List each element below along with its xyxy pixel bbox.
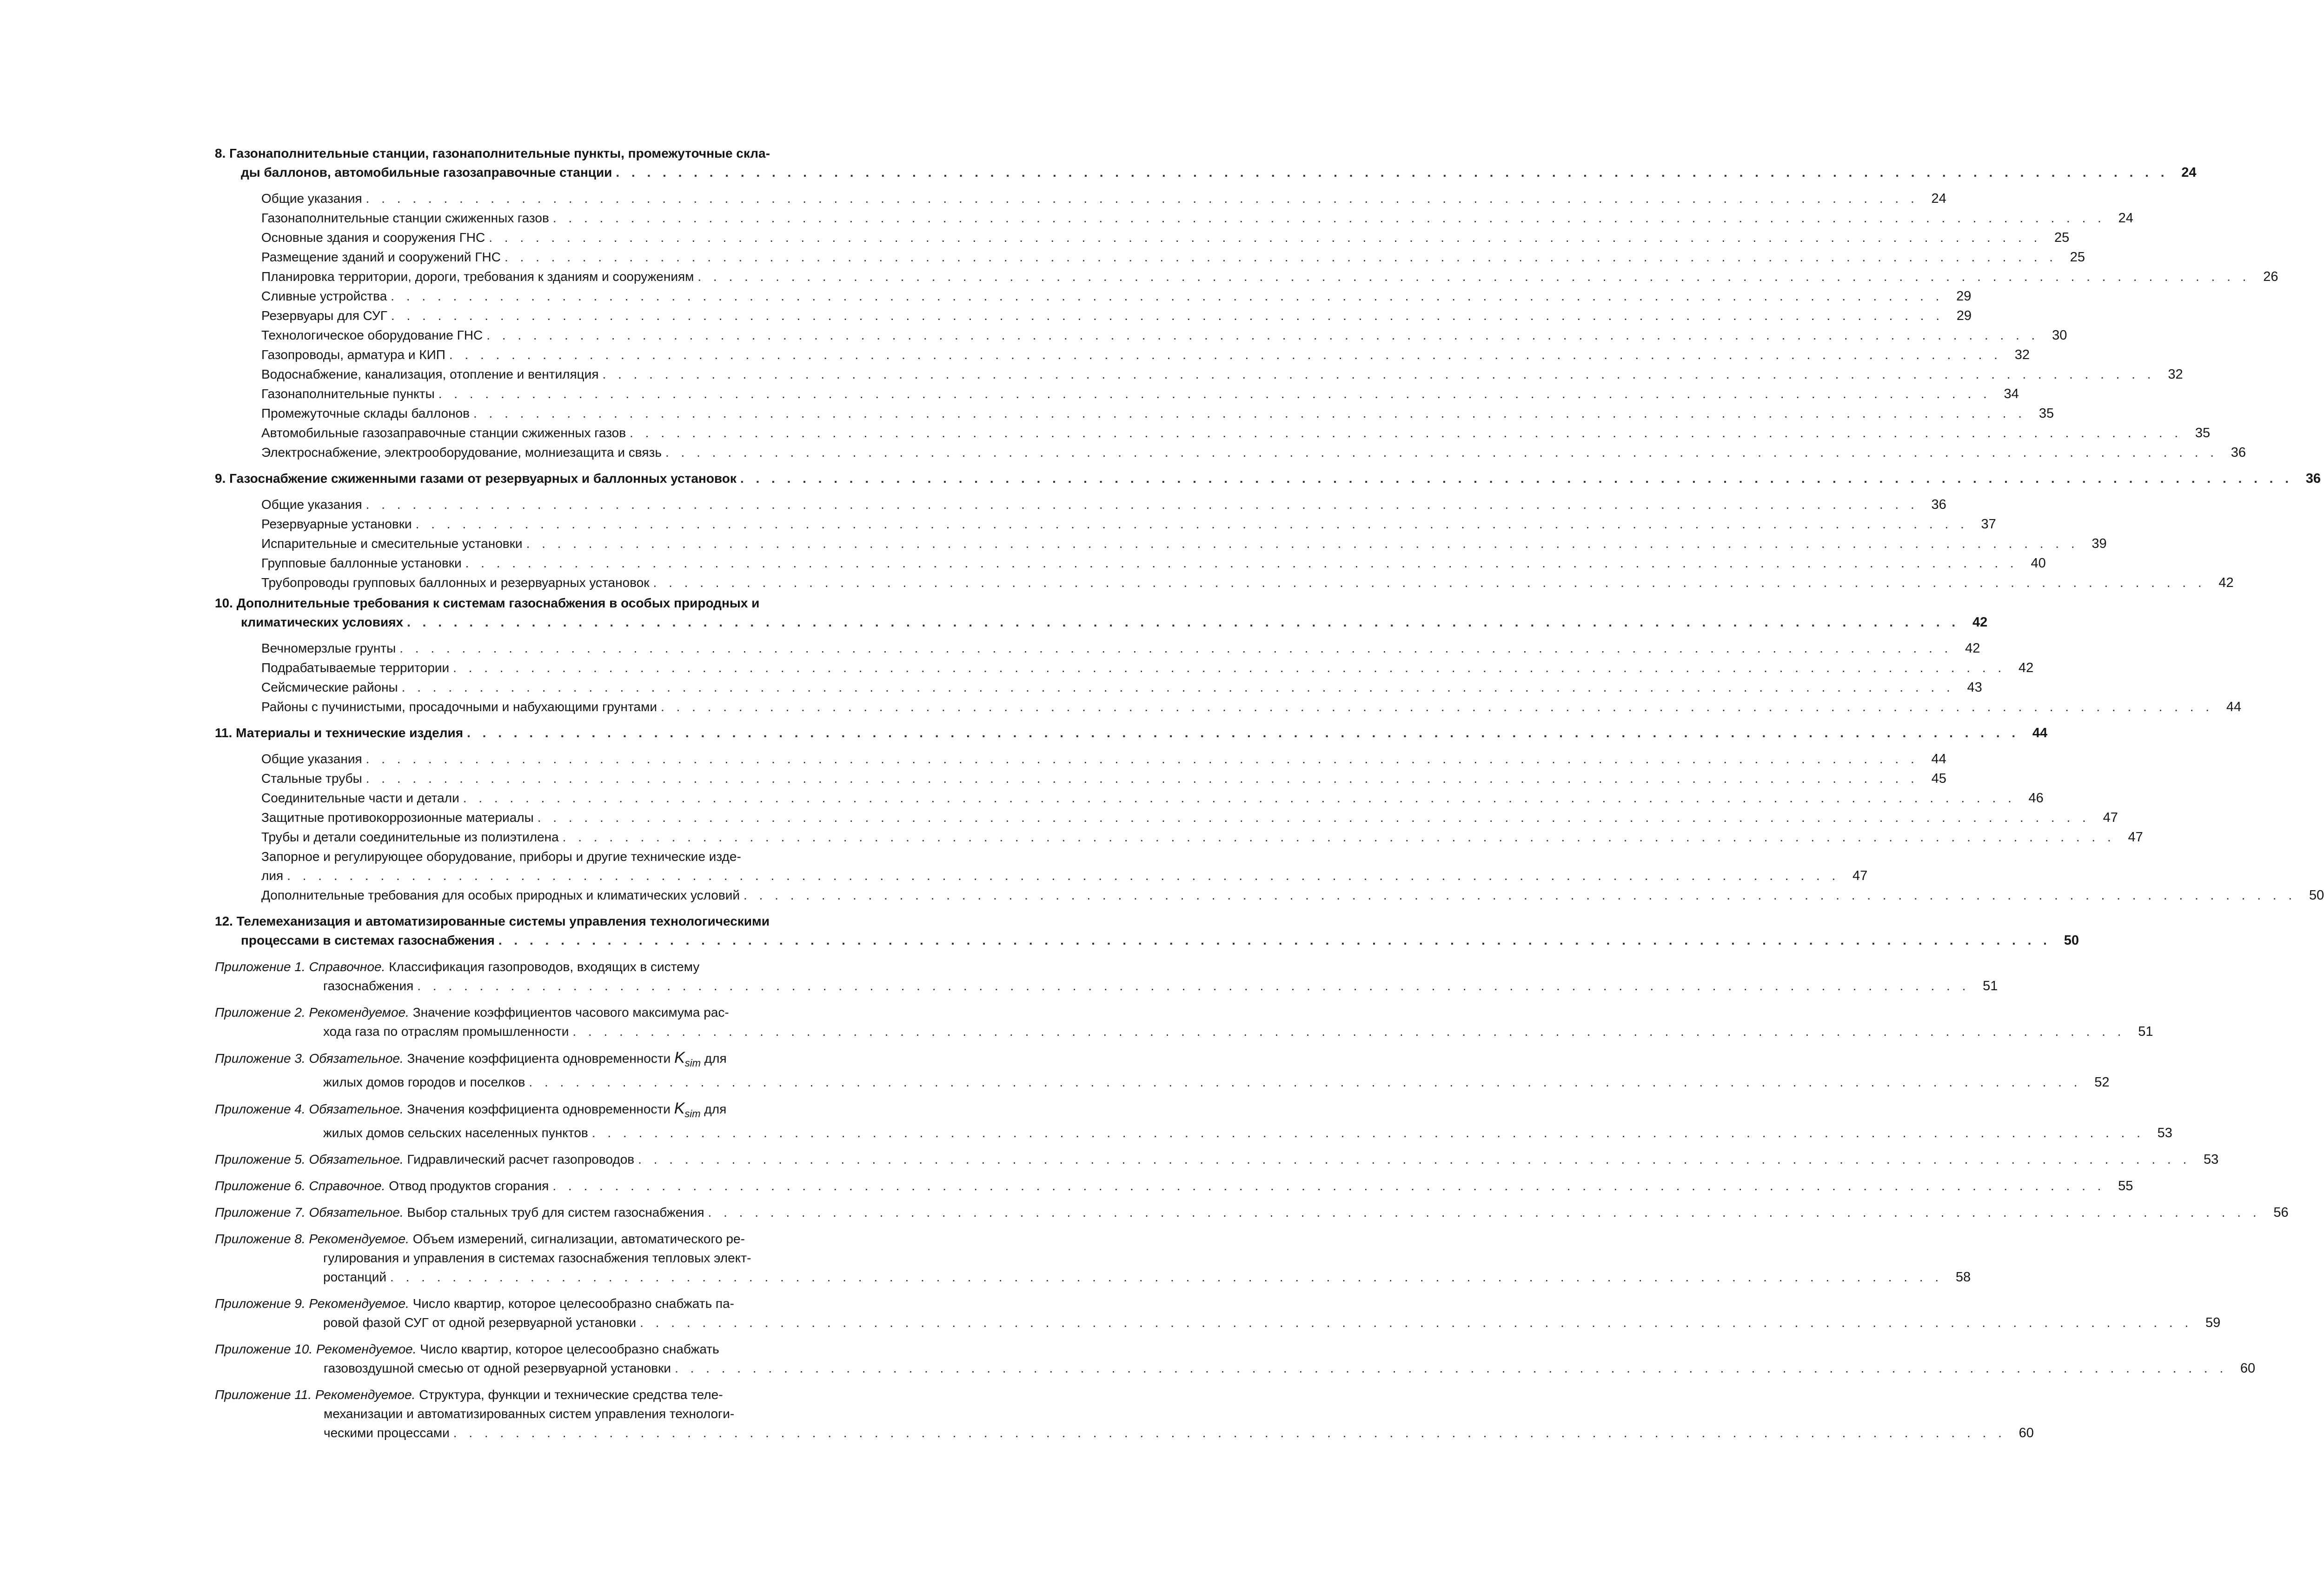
section-10-heading-line1: 10. Дополнительные требования к системам газоснабжения в особых природных и bbox=[215, 596, 760, 610]
leader-dots bbox=[366, 495, 1919, 514]
appendix-10 bbox=[215, 1340, 870, 1359]
toc-item-label: Подрабатываемые территории bbox=[261, 660, 450, 675]
toc-item bbox=[215, 287, 1972, 306]
leader-dots bbox=[287, 866, 1839, 885]
page-number: 32 bbox=[2014, 347, 2030, 362]
leader-dots bbox=[675, 1359, 2227, 1378]
toc-item-label: Групповые баллонные установки bbox=[261, 556, 462, 570]
appendix-head: Приложение 7. Обязательное. bbox=[215, 1205, 404, 1220]
leader-dots bbox=[399, 639, 1952, 658]
leader-dots bbox=[489, 228, 2041, 247]
page-number: 44 bbox=[2032, 726, 2048, 740]
appendix-head: Приложение 6. Справочное. bbox=[215, 1178, 385, 1193]
page-number: 42 bbox=[2018, 660, 2034, 675]
page-number: 35 bbox=[2038, 406, 2054, 421]
appendix-5 bbox=[215, 1150, 2219, 1169]
leader-dots bbox=[653, 573, 2206, 592]
appendix-4-last bbox=[215, 1123, 2172, 1143]
appendix-line1: Гидравлический расчет газопроводов bbox=[407, 1152, 635, 1166]
page-number: 58 bbox=[1955, 1269, 1971, 1285]
page-number: 51 bbox=[1983, 979, 1998, 993]
section-9-items bbox=[215, 495, 2234, 593]
toc-item bbox=[215, 495, 1946, 514]
toc-item bbox=[215, 267, 2278, 287]
leader-dots bbox=[473, 404, 2026, 423]
page-number: 25 bbox=[2054, 230, 2070, 245]
leader-dots bbox=[390, 1267, 1943, 1286]
appendix-line1: Значения коэффициента одновременности bbox=[407, 1101, 671, 1116]
page-number: 36 bbox=[2305, 471, 2321, 486]
appendix-head: Приложение 9. Рекомендуемое. bbox=[215, 1296, 409, 1311]
appendix-10-last bbox=[215, 1359, 2256, 1378]
appendix-head: Приложение 5. Обязательное. bbox=[215, 1152, 404, 1166]
leader-dots bbox=[616, 163, 2168, 182]
toc-item-label: Общие указания bbox=[261, 497, 362, 512]
appendix-3 bbox=[215, 1048, 870, 1073]
page-number: 44 bbox=[2226, 700, 2242, 714]
leader-dots bbox=[661, 697, 2213, 716]
page-number: 56 bbox=[2273, 1205, 2289, 1220]
leader-dots bbox=[592, 1123, 2145, 1142]
leader-dots bbox=[553, 208, 2105, 227]
page-number: 47 bbox=[1852, 868, 1868, 883]
page-number: 46 bbox=[2028, 791, 2044, 806]
toc-item bbox=[215, 443, 2246, 462]
appendix-head: Приложение 4. Обязательное. bbox=[215, 1101, 404, 1116]
toc-item bbox=[215, 365, 2183, 384]
appendix-8-last bbox=[215, 1267, 1971, 1287]
appendix-line1: Классификация газопроводов, входящих в систему bbox=[389, 960, 700, 974]
section-11-items bbox=[215, 749, 2324, 905]
leader-dots bbox=[602, 365, 2155, 384]
toc-item bbox=[215, 808, 2118, 827]
leader-dots bbox=[563, 827, 2115, 846]
toc-item-label: Газонаполнительные пункты bbox=[261, 387, 435, 401]
page-number: 44 bbox=[1931, 752, 1946, 767]
leader-dots bbox=[529, 1073, 2081, 1092]
toc-item bbox=[215, 384, 2019, 404]
leader-dots bbox=[552, 1176, 2105, 1195]
leader-dots bbox=[486, 326, 2039, 345]
leader-dots bbox=[453, 1423, 2006, 1442]
appendix-head: Приложение 11. Рекомендуемое. bbox=[215, 1387, 416, 1402]
appendix-11-last bbox=[215, 1423, 2034, 1443]
appendix-3-last bbox=[215, 1073, 2110, 1092]
section-8-items bbox=[215, 189, 2278, 462]
page-number: 47 bbox=[2128, 830, 2143, 845]
page-number: 24 bbox=[1931, 191, 1946, 206]
toc-item-label: Соединительные части и детали bbox=[261, 791, 459, 805]
page-number: 24 bbox=[2181, 165, 2197, 180]
toc-item-label: Электроснабжение, электрооборудование, молниезащита и связь bbox=[261, 445, 662, 460]
toc-item-label: Размещение зданий и сооружений ГНС bbox=[261, 250, 501, 264]
page-number: 40 bbox=[2031, 556, 2046, 571]
toc-item bbox=[215, 678, 1982, 697]
toc-item bbox=[215, 658, 2034, 678]
page-number: 29 bbox=[1956, 308, 1972, 323]
toc-item bbox=[215, 788, 2044, 808]
table-of-contents bbox=[215, 137, 2324, 1443]
section-9-heading bbox=[215, 469, 2321, 488]
toc-item bbox=[215, 866, 1868, 886]
leader-dots bbox=[740, 469, 2293, 488]
page-number: 24 bbox=[2118, 211, 2133, 226]
leader-dots bbox=[417, 976, 1970, 995]
page-number: 35 bbox=[2195, 426, 2211, 440]
leader-dots bbox=[391, 306, 1944, 325]
toc-item-label: Трубопроводы групповых баллонных и резервуарных установок bbox=[261, 575, 650, 590]
toc-item-label: Сливные устройства bbox=[261, 289, 387, 303]
toc-item bbox=[215, 553, 2046, 573]
toc-item-label: Испарительные и смесительные установки bbox=[261, 536, 523, 551]
leader-dots bbox=[416, 514, 1968, 533]
toc-item-label: Дополнительные требования для особых природных и климатических условий bbox=[261, 888, 740, 902]
appendix-line3: ростанций bbox=[323, 1269, 387, 1284]
appendix-11-line2: механизации и автоматизированных систем управления технологи- bbox=[324, 1406, 735, 1421]
appendix-7 bbox=[215, 1203, 2289, 1222]
toc-item-label: Резервуары для СУГ bbox=[261, 308, 387, 323]
appendix-head: Приложение 2. Рекомендуемое. bbox=[215, 1005, 409, 1020]
toc-item bbox=[215, 423, 2211, 443]
appendix-line2: ровой фазой СУГ от одной резервуарной установки bbox=[323, 1315, 637, 1330]
page-number: 50 bbox=[2309, 888, 2324, 903]
leader-dots bbox=[538, 808, 2090, 827]
leader-dots bbox=[366, 749, 1919, 768]
appendix-line1: Объем измерений, сигнализации, автоматического ре- bbox=[412, 1231, 745, 1246]
toc-item-label: Сейсмические районы bbox=[261, 680, 398, 694]
page-number: 60 bbox=[2240, 1360, 2256, 1376]
appendix-6 bbox=[215, 1176, 2133, 1196]
section-10-heading bbox=[215, 613, 1988, 632]
leader-dots bbox=[526, 534, 2079, 553]
appendix-line1: Выбор стальных труб для систем газоснабжения bbox=[407, 1205, 704, 1220]
page-number: 59 bbox=[2205, 1315, 2221, 1330]
appendix-line2: жилых домов сельских населенных пунктов bbox=[323, 1125, 588, 1140]
leader-dots bbox=[638, 1150, 2191, 1169]
leader-dots bbox=[463, 788, 2016, 807]
leader-dots bbox=[366, 189, 1919, 208]
toc-item-label: Основные здания и сооружения ГНС bbox=[261, 230, 485, 245]
page-number: 37 bbox=[1981, 517, 1996, 532]
appendix-9-last bbox=[215, 1313, 2221, 1333]
section-12-heading bbox=[215, 931, 2079, 950]
toc-item-label: Водоснабжение, канализация, отопление и вентиляция bbox=[261, 367, 599, 381]
leader-dots bbox=[505, 247, 2057, 267]
page-number: 36 bbox=[2231, 445, 2246, 460]
section-8-heading-line1: 8. Газонаполнительные станции, газонаполнительные пункты, промежуточные скла- bbox=[215, 146, 770, 160]
appendix-line2: хода газа по отраслям промышленности bbox=[323, 1024, 569, 1039]
section-9-title: 9. Газоснабжение сжиженными газами от резервуарных и баллонных установок bbox=[215, 471, 737, 486]
leader-dots bbox=[438, 384, 1991, 403]
page-number: 34 bbox=[2004, 387, 2019, 401]
appendix-head: Приложение 3. Обязательное. bbox=[215, 1051, 404, 1066]
toc-item-label: Районы с пучинистыми, просадочными и набухающими грунтами bbox=[261, 700, 657, 714]
appendix-line1: Число квартир, которое целесообразно снабжать па- bbox=[412, 1296, 734, 1311]
page-number: 60 bbox=[2019, 1425, 2034, 1440]
section-10-heading-line2: климатических условиях bbox=[241, 615, 404, 629]
leader-dots bbox=[630, 423, 2182, 442]
page-number: 26 bbox=[2263, 269, 2278, 284]
toc-item-label: Промежуточные склады баллонов bbox=[261, 406, 470, 420]
page-number: 25 bbox=[2070, 250, 2085, 265]
toc-item-label: Защитные противокоррозионные материалы bbox=[261, 810, 534, 825]
toc-item bbox=[215, 247, 2085, 267]
toc-item bbox=[215, 514, 1996, 534]
toc-item bbox=[215, 886, 2324, 905]
appendix-2 bbox=[215, 1003, 870, 1022]
leader-dots bbox=[366, 769, 1919, 788]
leader-dots bbox=[402, 678, 1954, 697]
appendix-line2: жилых домов городов и поселков bbox=[323, 1074, 525, 1089]
page-number: 36 bbox=[1931, 497, 1946, 512]
toc-item-label: Общие указания bbox=[261, 752, 362, 766]
appendix-head: Приложение 10. Рекомендуемое. bbox=[215, 1341, 417, 1356]
toc-item-label: Газонаполнительные станции сжиженных газов bbox=[261, 211, 549, 225]
page-number: 52 bbox=[2094, 1074, 2110, 1090]
section-11-heading bbox=[215, 723, 2048, 743]
toc-item-label: Трубы и детали соединительные из полиэтилена bbox=[261, 830, 559, 844]
appendix-line2: газовоздушной смесью от одной резервуарной установки bbox=[324, 1360, 671, 1375]
section-10-items bbox=[215, 639, 2242, 717]
toc-item-label: Технологическое оборудование ГНС bbox=[261, 328, 483, 342]
toc-item bbox=[215, 306, 1972, 326]
appendix-head: Приложение 1. Справочное. bbox=[215, 960, 385, 974]
appendix-11 bbox=[215, 1385, 870, 1404]
leader-dots bbox=[744, 886, 2296, 905]
toc-item bbox=[215, 769, 1946, 788]
appendix-8 bbox=[215, 1229, 870, 1248]
toc-item bbox=[215, 189, 1946, 208]
toc-item-label: Вечномерзлые грунты bbox=[261, 641, 396, 655]
appendix-1 bbox=[215, 957, 870, 976]
page-number: 55 bbox=[2118, 1178, 2133, 1193]
appendix-line1b: для bbox=[704, 1101, 727, 1116]
leader-dots bbox=[453, 658, 2005, 677]
page-number: 29 bbox=[1956, 289, 1972, 304]
toc-item-label: Резервуарные установки bbox=[261, 517, 412, 531]
leader-dots bbox=[407, 613, 1959, 632]
leader-dots bbox=[708, 1203, 2261, 1222]
page-number: 47 bbox=[2103, 810, 2118, 825]
page-number: 51 bbox=[2138, 1024, 2153, 1039]
toc-item-line1: Запорное и регулирующее оборудование, приборы и другие технические изде- bbox=[261, 849, 741, 864]
appendix-9 bbox=[215, 1294, 870, 1313]
section-8-heading bbox=[215, 163, 2197, 182]
toc-item bbox=[215, 697, 2242, 717]
appendix-line2: газоснабжения bbox=[323, 979, 414, 993]
section-12-heading-line2: процессами в системах газоснабжения bbox=[241, 933, 495, 947]
page-number: 39 bbox=[2092, 536, 2107, 551]
toc-item bbox=[215, 534, 2107, 553]
toc-item bbox=[215, 827, 2143, 847]
page-number: 42 bbox=[1965, 641, 1980, 656]
appendix-1-last bbox=[215, 976, 1998, 996]
leader-dots bbox=[572, 1022, 2125, 1041]
leader-dots bbox=[640, 1313, 2192, 1332]
leader-dots bbox=[467, 723, 2019, 742]
section-12-heading-line1: 12. Телемеханизация и автоматизированные системы управления технологическими bbox=[215, 914, 770, 928]
toc-item-label: Автомобильные газозаправочные станции сжиженных газов bbox=[261, 426, 626, 440]
leader-dots bbox=[498, 931, 2051, 950]
k-sim-symbol: $K_{sim}$ bbox=[674, 1049, 701, 1069]
page-number: 30 bbox=[2052, 328, 2067, 343]
appendix-line1b: для bbox=[704, 1051, 727, 1066]
toc-item bbox=[215, 326, 2067, 345]
appendix-line1: Значение коэффициентов часового максимума рас- bbox=[412, 1005, 729, 1020]
appendix-line3: ческими процессами bbox=[324, 1425, 450, 1440]
page-number: 32 bbox=[2168, 367, 2183, 382]
section-8-heading-line2: ды баллонов, автомобильные газозаправочные станции bbox=[241, 165, 612, 180]
appendix-8-line2: гулирования и управления в системах газоснабжения тепловых элект- bbox=[323, 1250, 751, 1265]
appendix-line1: Отвод продуктов сгорания bbox=[389, 1178, 549, 1193]
toc-item bbox=[215, 573, 2234, 593]
appendix-head: Приложение 8. Рекомендуемое. bbox=[215, 1231, 409, 1246]
toc-item-label: лия bbox=[261, 868, 284, 883]
page-number: 45 bbox=[1931, 771, 1946, 786]
page-number: 53 bbox=[2203, 1152, 2219, 1167]
appendix-2-last bbox=[215, 1022, 2153, 1041]
leader-dots bbox=[391, 287, 1943, 306]
toc-item bbox=[215, 639, 1980, 658]
page-number: 42 bbox=[1972, 615, 1988, 630]
toc-item-label: Планировка территории, дороги, требования к зданиям и сооружениям bbox=[261, 269, 694, 284]
toc-item-label: Стальные трубы bbox=[261, 771, 362, 786]
appendix-line1: Значение коэффициента одновременности bbox=[407, 1051, 671, 1066]
appendix-line1: Число квартир, которое целесообразно снабжать bbox=[420, 1341, 719, 1356]
appendix-4 bbox=[215, 1099, 870, 1123]
leader-dots bbox=[697, 267, 2250, 286]
toc-item-label: Газопроводы, арматура и КИП bbox=[261, 347, 445, 362]
section-11-title: 11. Материалы и технические изделия bbox=[215, 726, 464, 740]
page-number: 42 bbox=[2218, 575, 2234, 590]
leader-dots bbox=[465, 553, 2018, 573]
toc-item bbox=[215, 228, 2070, 247]
page-number: 50 bbox=[2064, 933, 2079, 948]
page-number: 43 bbox=[1967, 680, 1982, 695]
toc-item bbox=[215, 345, 2030, 365]
page-number: 53 bbox=[2157, 1125, 2172, 1140]
k-sim-symbol: $K_{sim}$ bbox=[674, 1099, 701, 1120]
toc-item bbox=[215, 208, 2133, 228]
toc-item bbox=[215, 749, 1946, 769]
leader-dots bbox=[449, 345, 2002, 364]
toc-item bbox=[215, 404, 2054, 423]
leader-dots bbox=[665, 443, 2218, 462]
toc-item-label: Общие указания bbox=[261, 191, 362, 206]
appendix-line1: Структура, функции и технические средства теле- bbox=[419, 1387, 723, 1402]
